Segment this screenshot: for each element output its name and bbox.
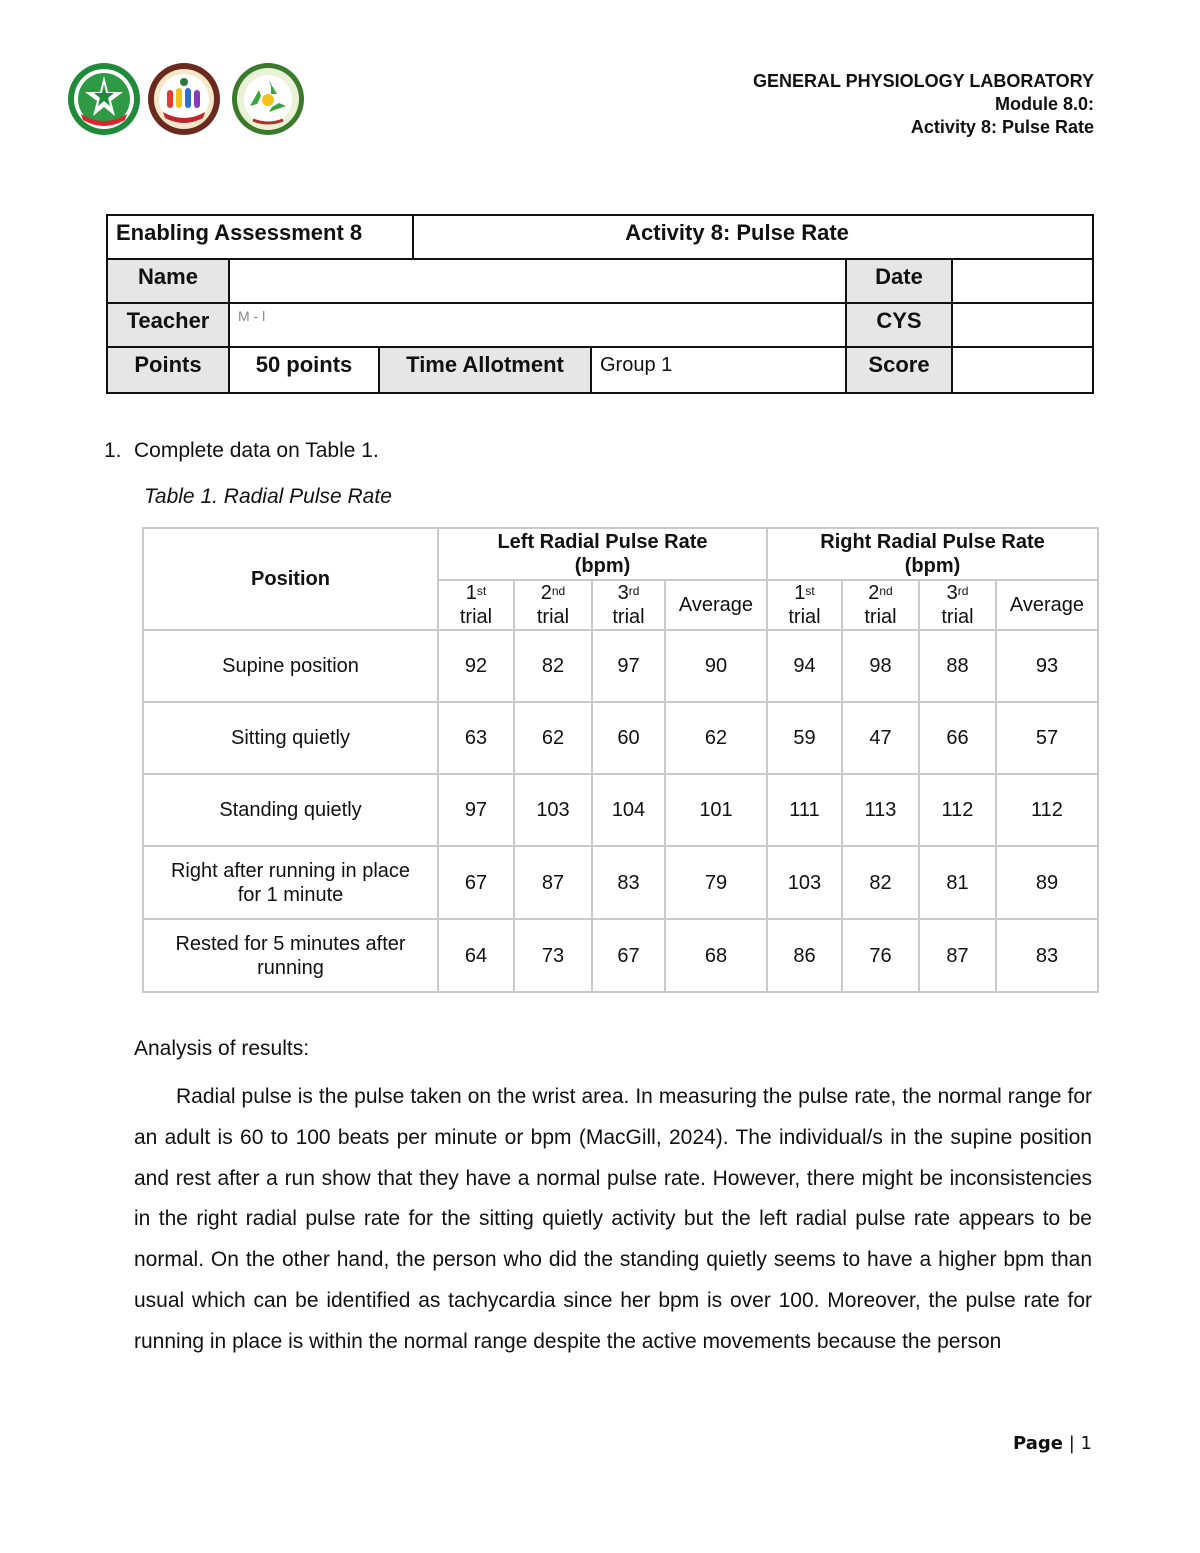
right-value-cell: 93 xyxy=(996,630,1098,702)
ordinal-suffix: nd xyxy=(879,584,893,598)
teacher-label: Teacher xyxy=(106,302,230,348)
department-seal-logo xyxy=(231,62,305,136)
left-radial-header xyxy=(438,528,767,580)
ordinal-number: 2 xyxy=(868,582,880,604)
page-separator: | xyxy=(1068,1433,1075,1454)
college-seal-logo xyxy=(147,62,221,136)
page-number-value: 1 xyxy=(1080,1433,1092,1454)
right-radial-header-line1: Right Radial Pulse Rate xyxy=(820,531,1045,553)
ordinal-number: 3 xyxy=(617,582,629,604)
right-value-cell: 103 xyxy=(767,846,842,919)
score-field[interactable] xyxy=(951,346,1094,394)
assessment-activity: Activity 8: Pulse Rate xyxy=(412,214,1094,260)
trial-word: trial xyxy=(788,606,821,628)
left-value-cell: 73 xyxy=(514,919,592,992)
trial-word: trial xyxy=(459,606,493,628)
course-title: GENERAL PHYSIOLOGY LABORATORY xyxy=(752,71,1094,91)
right-value-cell: 83 xyxy=(996,919,1098,992)
left-value-cell: 90 xyxy=(665,630,767,702)
module-label: Module 8.0: xyxy=(994,94,1094,114)
table-row xyxy=(143,630,1098,702)
left-average-header: Average xyxy=(665,580,767,630)
points-label: Points xyxy=(106,346,230,394)
right-value-cell: 82 xyxy=(842,846,919,919)
right-value-cell: 59 xyxy=(767,702,842,774)
position-cell: Rested for 5 minutes after running xyxy=(143,919,438,992)
name-label: Name xyxy=(106,258,230,304)
left-value-cell: 67 xyxy=(592,919,665,992)
document-header xyxy=(753,70,1094,139)
right-trial-1-header xyxy=(767,580,842,630)
left-value-cell: 92 xyxy=(438,630,514,702)
position-header: Position xyxy=(143,528,438,630)
cys-label: CYS xyxy=(845,302,953,348)
right-radial-header-line2: (bpm) xyxy=(904,555,961,577)
instruction-item xyxy=(104,439,379,463)
position-cell: Standing quietly xyxy=(143,774,438,846)
position-cell: Sitting quietly xyxy=(143,702,438,774)
right-average-header: Average xyxy=(996,580,1098,630)
page-number xyxy=(1013,1433,1092,1454)
table-row xyxy=(143,919,1098,992)
right-value-cell: 76 xyxy=(842,919,919,992)
left-value-cell: 64 xyxy=(438,919,514,992)
time-allotment-value: Group 1 xyxy=(590,346,847,394)
trial-ordinal xyxy=(593,581,664,605)
ordinal-number: 3 xyxy=(946,582,958,604)
right-value-cell: 81 xyxy=(919,846,996,919)
points-value: 50 points xyxy=(228,346,380,394)
left-value-cell: 97 xyxy=(438,774,514,846)
ordinal-suffix: st xyxy=(476,584,487,598)
left-value-cell: 60 xyxy=(592,702,665,774)
right-value-cell: 113 xyxy=(842,774,919,846)
ordinal-suffix: st xyxy=(805,584,815,598)
ordinal-suffix: rd xyxy=(957,584,969,598)
instruction-text: Complete data on Table 1. xyxy=(134,439,379,462)
left-trial-2-header xyxy=(514,580,592,630)
right-value-cell: 86 xyxy=(767,919,842,992)
left-radial-header-line1: Left Radial Pulse Rate xyxy=(497,531,708,553)
right-radial-header xyxy=(767,528,1098,580)
right-value-cell: 47 xyxy=(842,702,919,774)
name-field[interactable] xyxy=(228,258,847,304)
trial-ordinal xyxy=(768,581,841,605)
left-value-cell: 82 xyxy=(514,630,592,702)
right-value-cell: 89 xyxy=(996,846,1098,919)
right-value-cell: 112 xyxy=(996,774,1098,846)
trial-word: trial xyxy=(612,606,645,628)
right-value-cell: 66 xyxy=(919,702,996,774)
left-value-cell: 63 xyxy=(438,702,514,774)
right-value-cell: 57 xyxy=(996,702,1098,774)
time-allotment-label: Time Allotment xyxy=(378,346,592,394)
cys-field[interactable] xyxy=(951,302,1094,348)
left-value-cell: 67 xyxy=(438,846,514,919)
analysis-paragraph: Radial pulse is the pulse taken on the wrist area. In measuring the pulse rate, the normal range for an adult is 60 to 100 beats per minute or bpm (MacGill, 2024). The individual/s in the supine position and rest after a run show that they have a normal pulse rate. However, there might be inconsistencies in the right radial pulse rate for the sitting quietly activity but the left radial pulse rate appears to be normal. On the other hand, the person who did the standing quietly seems to have a higher bpm than usual which can be identified as tachycardia since her bpm is over 100. Moreover, the pulse rate for running in place is within the normal range despite the active movements because the person xyxy=(134,1085,1092,1353)
left-value-cell: 97 xyxy=(592,630,665,702)
position-cell: Right after running in place for 1 minute xyxy=(143,846,438,919)
left-value-cell: 103 xyxy=(514,774,592,846)
assessment-title: Enabling Assessment 8 xyxy=(106,214,414,260)
teacher-field[interactable]: M - l xyxy=(228,302,847,348)
left-radial-header-line2: (bpm) xyxy=(574,555,631,577)
ordinal-suffix: rd xyxy=(628,584,640,598)
right-value-cell: 87 xyxy=(919,919,996,992)
trial-ordinal xyxy=(920,581,995,605)
analysis-title: Analysis of results: xyxy=(134,1037,310,1060)
left-value-cell: 87 xyxy=(514,846,592,919)
page-label: Page xyxy=(1013,1433,1063,1454)
trial-word: trial xyxy=(941,606,974,628)
assessment-info-table xyxy=(106,214,1094,394)
position-cell: Supine position xyxy=(143,630,438,702)
left-value-cell: 62 xyxy=(665,702,767,774)
right-value-cell: 94 xyxy=(767,630,842,702)
instruction-number: 1. xyxy=(104,439,122,462)
trial-ordinal xyxy=(439,581,513,605)
table-row xyxy=(143,774,1098,846)
left-value-cell: 79 xyxy=(665,846,767,919)
table-row xyxy=(143,702,1098,774)
table-row xyxy=(143,846,1098,919)
right-trial-2-header xyxy=(842,580,919,630)
radial-pulse-rate-table xyxy=(142,527,1099,993)
ordinal-number: 2 xyxy=(540,582,552,604)
university-seal-logo xyxy=(67,62,141,136)
left-value-cell: 62 xyxy=(514,702,592,774)
left-trial-3-header xyxy=(592,580,665,630)
right-value-cell: 111 xyxy=(767,774,842,846)
activity-label: Activity 8: Pulse Rate xyxy=(910,117,1094,137)
right-value-cell: 112 xyxy=(919,774,996,846)
ordinal-suffix: nd xyxy=(551,584,566,598)
left-trial-1-header xyxy=(438,580,514,630)
date-field[interactable] xyxy=(951,258,1094,304)
table-caption: Table 1. Radial Pulse Rate xyxy=(144,485,392,508)
left-value-cell: 83 xyxy=(592,846,665,919)
left-value-cell: 68 xyxy=(665,919,767,992)
trial-word: trial xyxy=(864,606,897,628)
left-value-cell: 101 xyxy=(665,774,767,846)
ordinal-number: 1 xyxy=(465,582,477,604)
left-value-cell: 104 xyxy=(592,774,665,846)
date-label: Date xyxy=(845,258,953,304)
right-trial-3-header xyxy=(919,580,996,630)
trial-ordinal xyxy=(843,581,918,605)
trial-ordinal xyxy=(515,581,591,605)
score-label: Score xyxy=(845,346,953,394)
right-value-cell: 88 xyxy=(919,630,996,702)
right-value-cell: 98 xyxy=(842,630,919,702)
ordinal-number: 1 xyxy=(794,582,806,604)
trial-word: trial xyxy=(536,606,570,628)
